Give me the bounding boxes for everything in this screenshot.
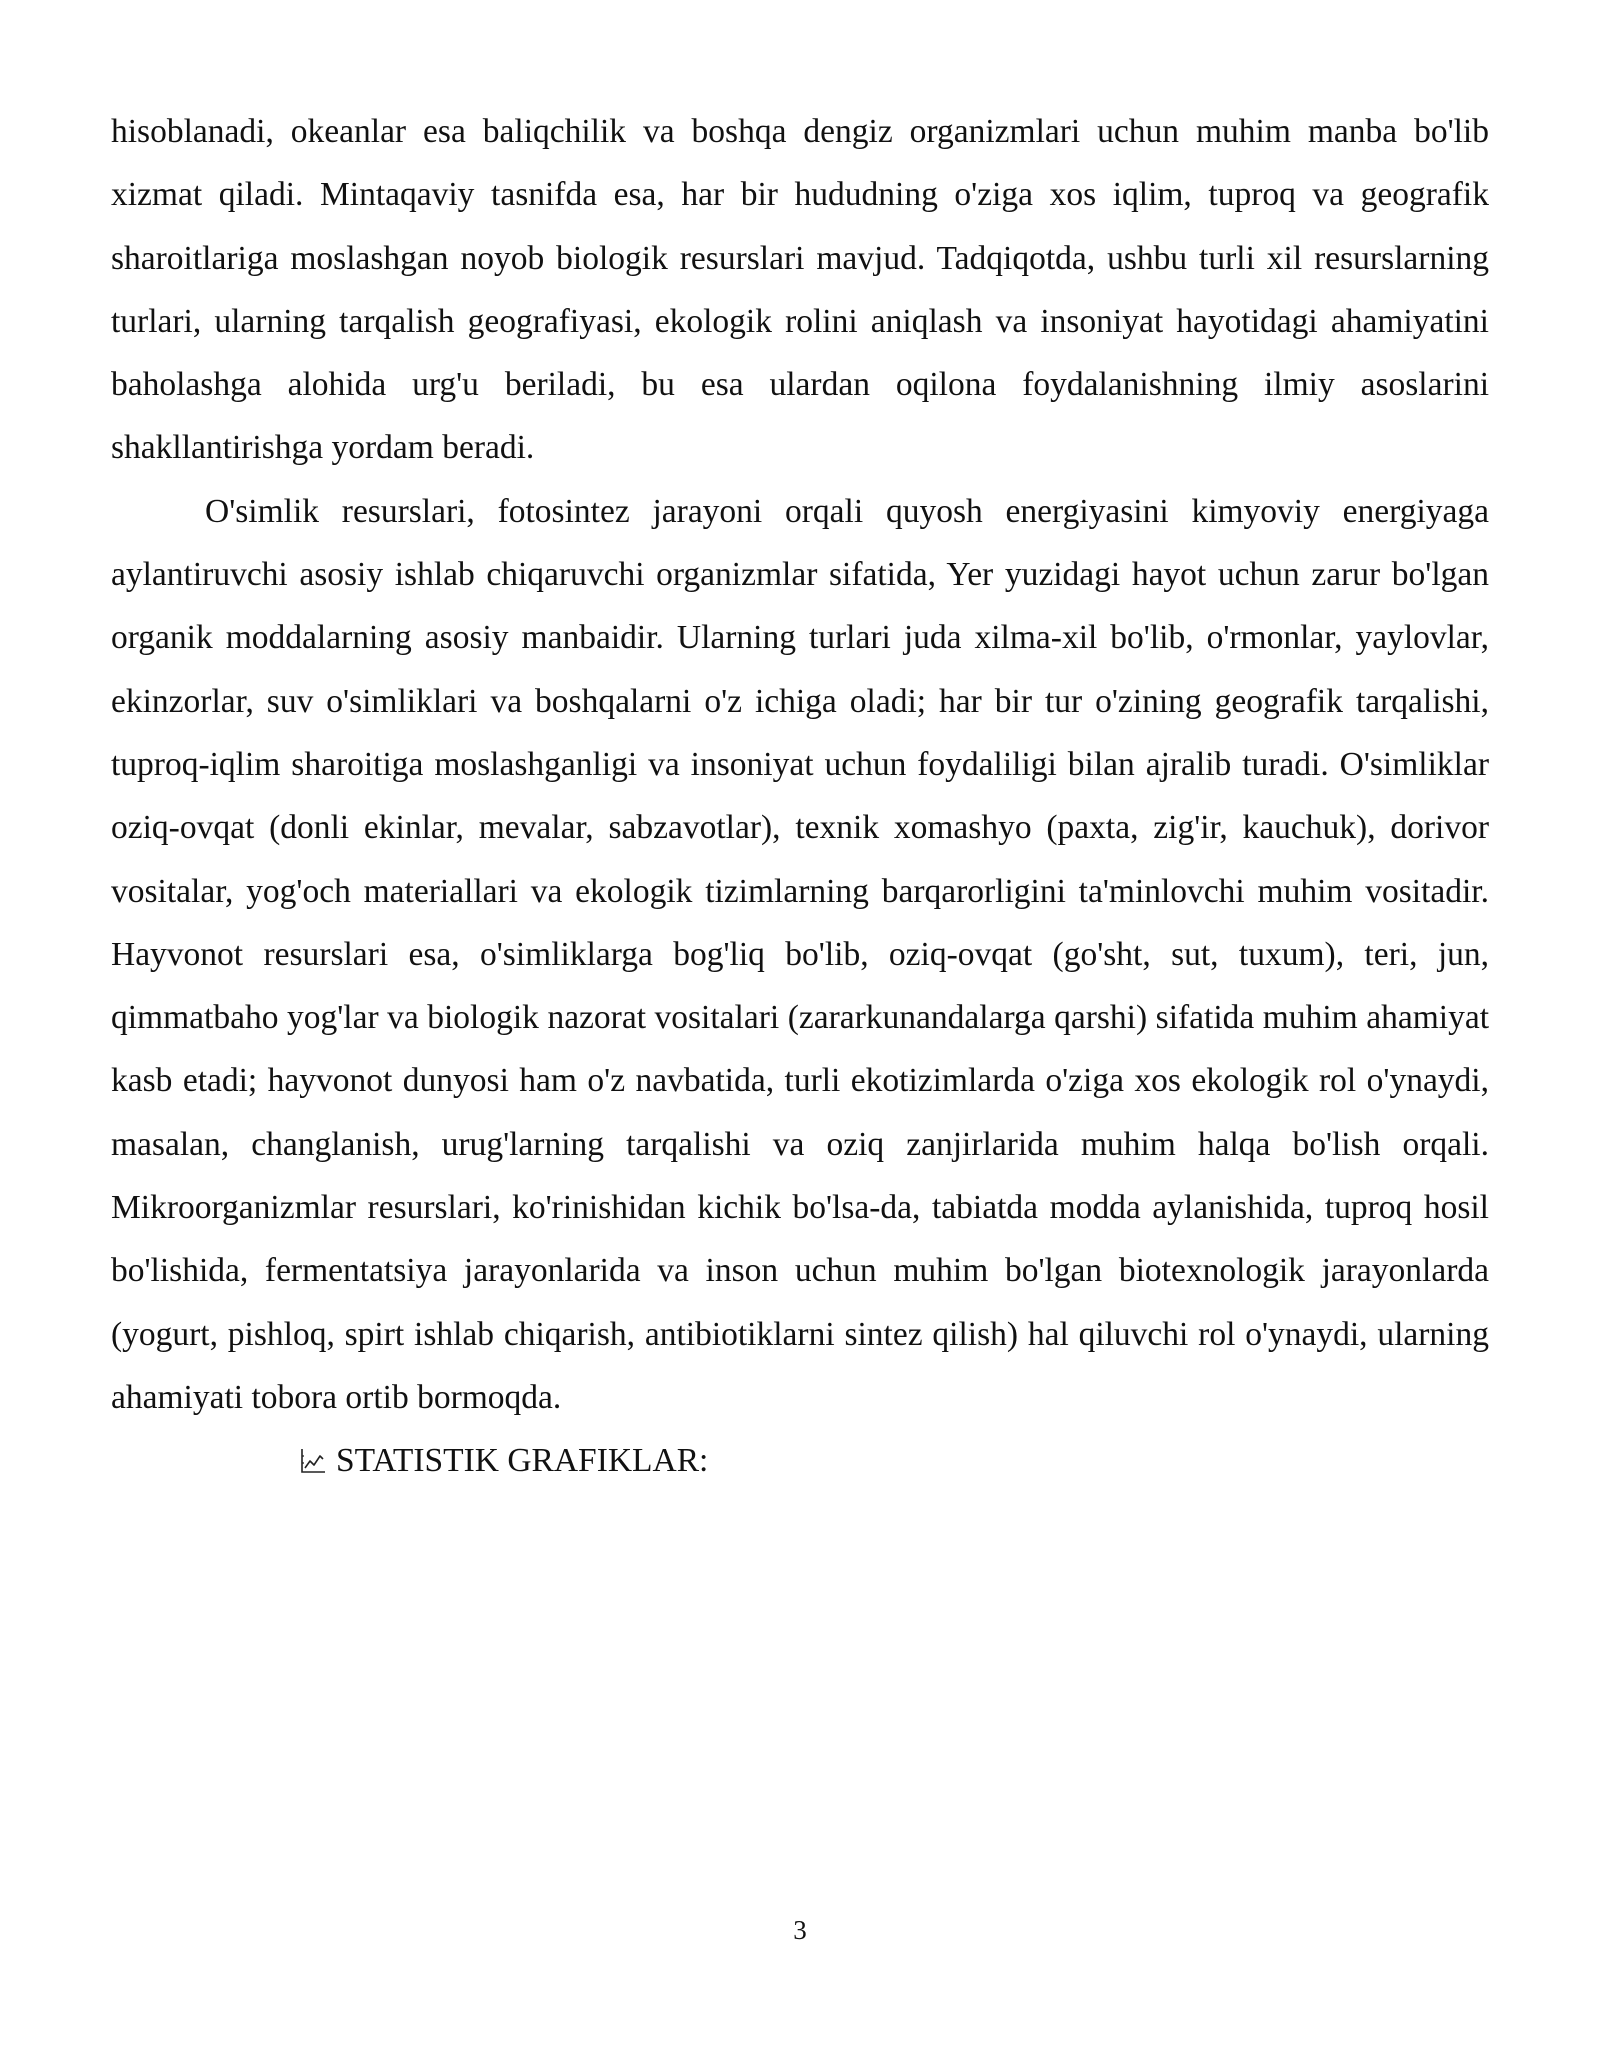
body-text [111, 100, 1489, 1497]
page-number: 3 [793, 1915, 807, 1945]
chart-increasing-icon [205, 1433, 327, 1496]
paragraph-biological-resources: O'simlik resurslari, fotosintez jarayoni orqali quyosh energiyasini kimyoviy energiyaga aylantiruvchi asosiy ishlab chiqaruvchi organizmlar sifatida, Yer yuzidagi hayot uchun zarur bo'lgan organik moddalarning asosiy manbaidir. Ularning turlari juda xilma-xil bo'lib, o'rmonlar, yaylovlar, ekinzorlar, suv o'simliklari va boshqalarni o'z ichiga oladi; har bir tur o'zining geografik tarqalishi, tuproq-iqlim sharoitiga moslashganligi va insoniyat uchun foydaliligi bilan ajralib turadi. O'simliklar oziq-ovqat (donli ekinlar, mevalar, sabzavotlar), texnik xomashyo (paxta, zig'ir, kauchuk), dorivor vositalar, yog'och materiallari va ekologik tizimlarning barqarorligini ta'minlovchi muhim vositadir. Hayvonot resurslari esa, o'simliklarga bog'liq bo'lib, oziq-ovqat (go'sht, sut, tuxum), teri, jun, qimmatbaho yog'lar va biologik nazorat vositalari (zararkunandalarga qarshi) sifatida muhim ahamiyat kasb etadi; hayvonot dunyosi ham o'z navbatida, turli ekotizimlarda o'ziga xos ekologik rol o'ynaydi, masalan, changlanish, urug'larning tarqalishi va oziq zanjirlarida muhim halqa bo'lish orqali. Mikroorganizmlar resurslari, ko'rinishidan kichik bo'lsa-da, tabiatda modda aylanishida, tuproq hosil bo'lishida, fermentatsiya jarayonlarida va inson uchun muhim bo'lgan biotexnologik jarayonlarda (yogurt, pishloq, spirt ishlab chiqarish, antibiotiklarni sintez qilish) hal qiluvchi rol o'ynaydi, ularning ahamiyati tobora ortib bormoqda. [111, 492, 1489, 1416]
section-heading-text: STATISTIK GRAFIKLAR: [336, 1442, 709, 1480]
paragraph-continuation: hisoblanadi, okeanlar esa baliqchilik va boshqa dengiz organizmlari uchun muhim manba bo'lib xizmat qiladi. Mintaqaviy tasnifda esa, har bir hududning o'ziga xos iqlim, tuproq va geografik sharoitlariga moslashgan noyob biologik resurslari mavjud. Tadqiqotda, ushbu turli xil resurslarning turlari, ularning tarqalish geografiyasi, ekologik rolini aniqlash va insoniyat hayotidagi ahamiyatini baholashga alohida urg'u beriladi, bu esa ulardan oqilona foydalanishning ilmiy asoslarini shakllantirishga yordam beradi. [111, 113, 1489, 467]
section-heading [111, 1429, 1489, 1496]
